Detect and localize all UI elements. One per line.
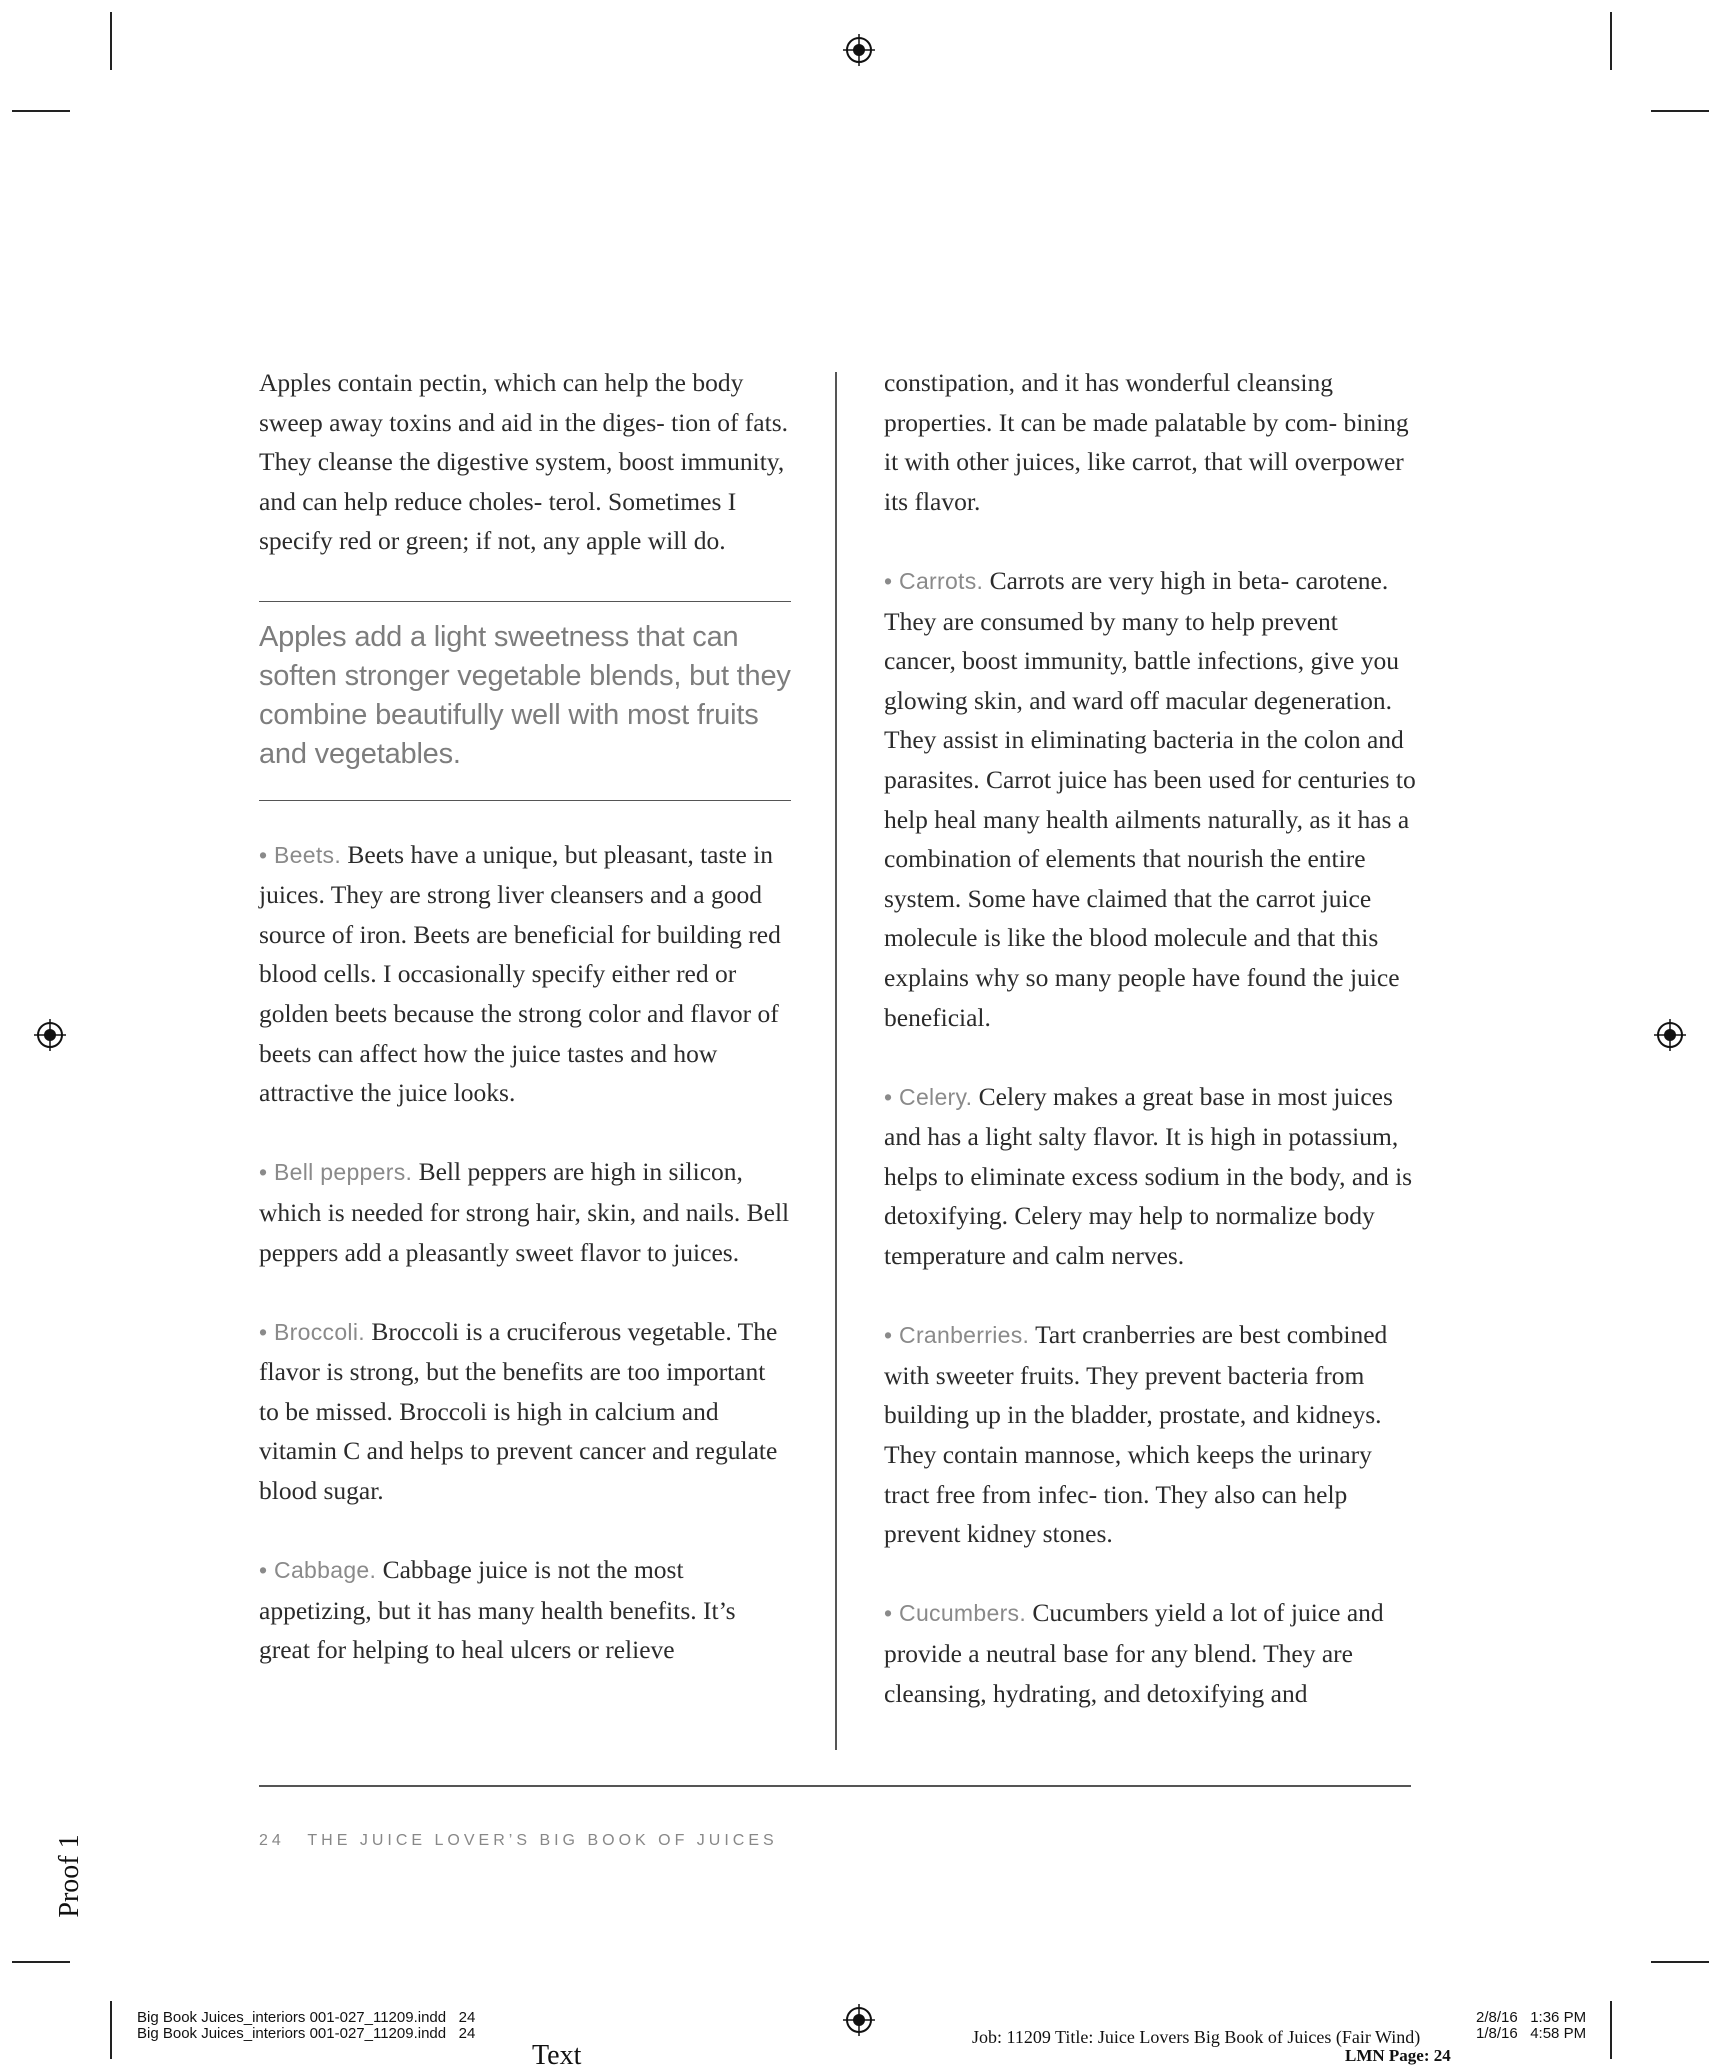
crop-mark-top-left-vertical [110, 12, 112, 70]
crop-mark-bottom-left-vertical [110, 2001, 112, 2059]
left-column [259, 363, 791, 1710]
lmn-page-line: LMN Page: 24 [1345, 2046, 1451, 2065]
registration-mark-icon [843, 2004, 875, 2036]
entry-term: • Cucumbers. [884, 1600, 1027, 1627]
entry-text: Cucumbers yield a lot of juice and provide a neutral base for any blend. They are cleansing, hydrating, and detoxifying and [884, 1598, 1384, 1708]
entry-term: • Celery. [884, 1083, 973, 1110]
entry-text: Tart cranberries are best combined with sweeter fruits. They prevent bacteria from building up in the bladder, prostate, and kidneys. They contain mannose, which keeps the urinary tract free from infec- tion. They also can help prevent kidney stones. [884, 1320, 1388, 1549]
entry-paragraph [884, 1593, 1416, 1713]
running-footer [259, 1832, 778, 1850]
slug-date-line: 2/8/16 1:36 PM [1476, 2009, 1587, 2026]
crop-mark-top-left-horizontal [12, 110, 70, 112]
entry-term: • Cranberries. [884, 1322, 1030, 1349]
column-divider [835, 372, 837, 1750]
proof-label: Proof 1 [54, 1834, 85, 1918]
entry-paragraph [259, 1550, 791, 1670]
entry-paragraph [884, 1077, 1416, 1276]
entry-paragraph [884, 561, 1416, 1037]
crop-mark-bottom-right-vertical [1610, 2001, 1612, 2059]
crop-mark-bottom-right-horizontal [1651, 1961, 1709, 1963]
crop-mark-top-right-horizontal [1651, 110, 1709, 112]
right-column [884, 363, 1416, 1753]
entry-paragraph [259, 835, 791, 1113]
pull-quote: Apples add a light sweetness that can soften stronger vegetable blends, but they combine beautifully well with most fruits and vegetables. [259, 601, 791, 801]
running-title: THE JUICE LOVER’S BIG BOOK OF JUICES [307, 1832, 778, 1849]
intro-paragraph: Apples contain pectin, which can help the body sweep away toxins and aid in the diges- tion of fats. They cleanse the digestive system, boost immunity, and can help reduce choles- terol. Sometimes I specify red or green; if not, any apple will do. [259, 368, 789, 556]
continuation-paragraph: constipation, and it has wonderful cleansing properties. It can be made palatable by com- bining it with other juices, like carrot, that will overpower its flavor. [884, 368, 1409, 516]
crop-mark-top-right-vertical [1610, 12, 1612, 70]
entry-paragraph [259, 1312, 791, 1511]
entry-text: Bell peppers are high in silicon, which is needed for strong hair, skin, and nails. Bell peppers add a pleasantly sweet flavor to juices. [259, 1157, 790, 1267]
entry-text: Celery makes a great base in most juices and has a light salty flavor. It is high in potassium, helps to eliminate excess sodium in the body, and is detoxifying. Celery may help to normalize body temperature and calm nerves. [884, 1081, 1413, 1271]
footer-rule [259, 1785, 1411, 1787]
crop-mark-bottom-left-horizontal [12, 1961, 70, 1963]
entry-paragraph [259, 1152, 791, 1272]
slug-date-line: 1/8/16 4:58 PM [1476, 2025, 1587, 2042]
entry-term: • Bell peppers. [259, 1159, 413, 1186]
entry-text: Beets have a unique, but pleasant, taste in juices. They are strong liver cleansers and a good source of iron. Beets are beneficial for building red blood cells. I occasionally specify either red or golden beets because the strong color and flavor of beets can affect how the juice tastes and how attractive the juice looks. [259, 839, 781, 1108]
entry-text: Broccoli is a cruciferous vegetable. The flavor is strong, but the benefits are too important to be missed. Broccoli is high in calcium and vitamin C and helps to prevent cancer and regulate blood sugar. [259, 1316, 778, 1506]
page-number: 24 [259, 1832, 285, 1849]
entry-text: Cabbage juice is not the most appetizing, but it has many health benefits. It’s great for helping to heal ulcers or relieve [259, 1555, 736, 1665]
entry-text: Carrots are very high in beta- carotene. They are consumed by many to help prevent cancer, boost immunity, battle infections, give you glowing skin, and ward off macular degeneration. They assist in eliminating bacteria in the colon and parasites. Carrot juice has been used for centuries to help heal many health ailments naturally, as it has a combination of elements that nourish the entire system. Some have claimed that the carrot juice molecule is like the blood molecule and that this explains why so many people have found the juice beneficial. [884, 565, 1416, 1032]
registration-mark-icon [34, 1019, 66, 1051]
slug-text-label: Text [532, 2040, 582, 2071]
slug-file-line: Big Book Juices_interiors 001-027_11209.indd 24 [137, 2025, 476, 2042]
entry-term: • Carrots. [884, 567, 984, 594]
entry-paragraph [884, 1315, 1416, 1554]
entry-term: • Beets. [259, 841, 342, 868]
slug-file-line: Big Book Juices_interiors 001-027_11209.indd 24 [137, 2009, 476, 2026]
job-line: Job: 11209 Title: Juice Lovers Big Book of Juices (Fair Wind) [972, 2027, 1421, 2047]
entry-term: • Broccoli. [259, 1318, 365, 1345]
registration-mark-icon [1654, 1019, 1686, 1051]
registration-mark-icon [843, 34, 875, 66]
entry-term: • Cabbage. [259, 1557, 377, 1584]
